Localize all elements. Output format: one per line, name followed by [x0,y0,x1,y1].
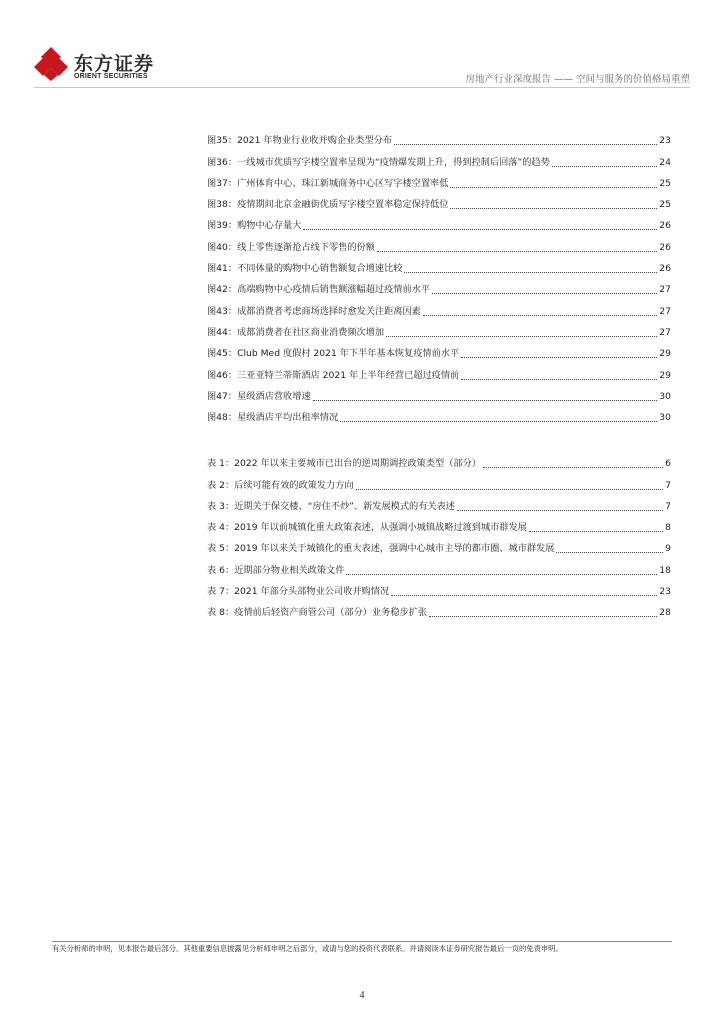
entry-page-number: 27 [659,305,671,317]
dot-leader [386,336,657,337]
logo-english-name: ORIENT SECURITIES [74,73,148,80]
table-index-entry[interactable] [207,449,671,470]
entry-label: 图38： [207,199,238,211]
dot-leader [529,531,663,532]
entry-title: 高端购物中心疫情后销售额涨幅超过疫情前水平 [237,284,431,296]
dot-leader [461,357,657,358]
entry-label: 图42： [207,284,238,296]
entry-title: 2019 年以来关于城镇化的重大表述，强调中心城市主导的都市圈、城市群发展 [234,543,555,555]
figure-index-entry[interactable] [207,339,671,360]
dot-leader [556,552,663,553]
entry-page-number: 27 [659,284,671,296]
entry-title: 近期关于保交楼、“房住不炒”、新发展模式的有关表述 [234,500,455,512]
figure-index-entry[interactable] [207,275,671,296]
table-index-entry[interactable] [207,534,671,555]
dot-leader [377,251,657,252]
entry-title: 2019 年以前城镇化重大政策表述，从强调小城镇战略过渡到城市群发展 [234,522,527,534]
entry-page-number: 28 [659,607,671,619]
entry-label: 表 8： [207,607,235,619]
logo-chinese-name: 东方证券 [74,53,155,75]
entry-title: 近期部分物业相关政策文件 [234,564,345,576]
entry-title: 疫情前后轻资产商管公司（部分）业务稳步扩张 [234,607,428,619]
entry-page-number: 23 [659,586,671,598]
entry-label: 表 6： [207,564,235,576]
entry-title: 成都消费者在社区商业消费频次增加 [237,326,385,338]
dot-leader [552,166,658,167]
dot-leader [461,379,657,380]
entry-page-number: 23 [659,135,671,147]
entry-label: 图40： [207,241,238,253]
footer-divider [52,941,672,942]
entry-label: 图47： [207,390,238,402]
table-index-entry[interactable] [207,598,671,619]
entry-label: 表 1： [207,458,235,470]
entry-page-number: 7 [665,479,671,491]
dot-leader [483,467,663,468]
entry-page-number: 25 [659,177,671,189]
figure-index-entry[interactable] [207,232,671,253]
footer-disclaimer: 有关分析师的申明，见本报告最后部分。其他重要信息披露见分析师申明之后部分，或请与您的投资代表联系。并请阅读本证券研究报告最后一页的免责申明。 [52,944,563,953]
entry-title: 线上零售逐渐抢占线下零售的份额 [237,241,375,253]
entry-label: 图37： [207,177,238,189]
entry-label: 表 3： [207,500,235,512]
entry-page-number: 26 [659,263,671,275]
entry-label: 图35： [207,135,238,147]
dot-leader [313,400,658,401]
header-divider [34,87,690,88]
figure-index-entry[interactable] [207,360,671,381]
figure-index-entry[interactable] [207,190,671,211]
entry-label: 表 5： [207,543,235,555]
entry-label: 表 7： [207,586,235,598]
table-index-entry[interactable] [207,492,671,513]
entry-title: 广州体育中心、珠江新城商务中心区写字楼空置率低 [237,177,449,189]
entry-label: 图36： [207,156,238,168]
figure-index-entry[interactable] [207,254,671,275]
entry-label: 表 4： [207,522,235,534]
dot-leader [346,574,657,575]
figure-index-entry[interactable] [207,126,671,147]
entry-page-number: 9 [665,543,671,555]
dot-leader [457,510,663,511]
table-index-entry[interactable] [207,470,671,491]
entry-title: 疫情期间北京金融街优质写字楼空置率稳定保持低位 [237,199,449,211]
dot-leader [450,208,657,209]
entry-page-number: 29 [659,369,671,381]
entry-page-number: 29 [659,348,671,360]
page-number: 4 [359,990,365,1001]
entry-title: 后续可能有效的政策发力方向 [234,479,354,491]
entry-label: 表 2： [207,479,235,491]
entry-page-number: 30 [659,390,671,402]
figure-index-entry[interactable] [207,169,671,190]
entry-page-number: 6 [665,458,671,470]
entry-page-number: 27 [659,326,671,338]
dot-leader [394,144,657,145]
figure-index-entry[interactable] [207,296,671,317]
figure-index-entry[interactable] [207,318,671,339]
entry-title: 三亚亚特兰蒂斯酒店 2021 年上半年经营已超过疫情前 [237,369,460,381]
entry-page-number: 25 [659,199,671,211]
entry-page-number: 24 [659,156,671,168]
entry-page-number: 18 [659,564,671,576]
figure-index-entry[interactable] [207,382,671,403]
entry-title: 不同体量的购物中心销售额复合增速比较 [237,263,403,275]
entry-label: 图41： [207,263,238,275]
dot-leader [404,272,657,273]
entry-label: 图44： [207,326,238,338]
entry-page-number: 26 [659,241,671,253]
dot-leader [432,293,657,294]
figure-index-entry[interactable] [207,211,671,232]
entry-label: 图43： [207,305,238,317]
entry-title: 2021 年部分头部物业公司收并购情况 [234,586,390,598]
table-index-list [207,449,671,619]
entry-title: 星级酒店平均出租率情况 [237,412,339,424]
dot-leader [356,489,664,490]
entry-page-number: 30 [659,412,671,424]
entry-label: 图45： [207,348,238,360]
figure-index-entry[interactable] [207,147,671,168]
entry-label: 图46： [207,369,238,381]
dot-leader [391,595,657,596]
dot-leader [340,421,657,422]
dot-leader [429,616,657,617]
entry-title: 购物中心存量大 [237,220,302,232]
report-title: 房地产行业深度报告 —— 空间与服务的价值格局重塑 [465,74,690,85]
entry-title: 2021 年物业行业收并购企业类型分布 [237,135,393,147]
entry-title: 2022 年以来主要城市已出台的逆周期调控政策类型（部分） [234,458,481,470]
entry-title: 一线城市优质写字楼空置率呈现为“疫情爆发期上升，得到控制后回落”的趋势 [237,156,550,168]
entry-label: 图48： [207,412,238,424]
entry-title: Club Med 度假村 2021 年下半年基本恢复疫情前水平 [237,348,460,360]
entry-label: 图39： [207,220,238,232]
dot-leader [423,315,657,316]
entry-title: 星级酒店营收增速 [237,390,311,402]
table-index-entry[interactable] [207,513,671,534]
entry-title: 成都消费者考虑商场选择时愈发关注距离因素 [237,305,421,317]
dot-leader [303,229,657,230]
figure-index-entry[interactable] [207,403,671,424]
figure-index-list [207,126,671,424]
entry-page-number: 8 [665,522,671,534]
logo-mark-icon [34,47,68,81]
dot-leader [450,187,657,188]
table-index-entry[interactable] [207,577,671,598]
entry-page-number: 26 [659,220,671,232]
table-index-entry[interactable] [207,555,671,576]
entry-page-number: 7 [665,500,671,512]
